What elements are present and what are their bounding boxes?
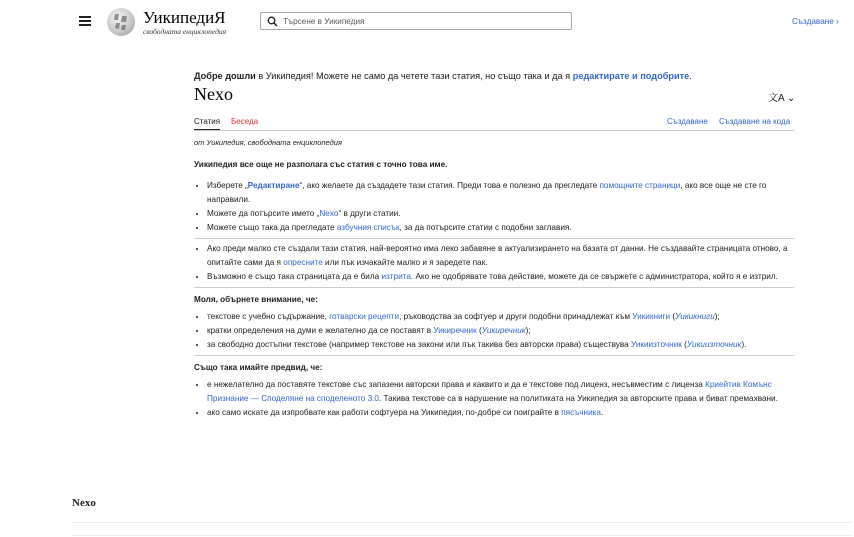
item-text: ). [741,340,747,349]
item-text: ); [714,312,720,321]
divider [194,287,794,288]
page-title: Nexo [194,84,233,104]
item-text: ( [681,340,687,349]
wikibooks-link[interactable]: Уикикниги [632,312,671,321]
search-name-link[interactable]: Nexo [319,209,339,218]
edit-link[interactable]: Редактиране [247,181,300,190]
item-text: Възможно е също така страницата да е била [207,272,382,281]
welcome-end: . [689,71,692,81]
item-text: ( [476,326,482,335]
sandbox-link[interactable]: пясъчника [561,408,601,417]
item-text: Изберете „ [207,181,248,190]
item-text: . Ако не одобрявате това действие, можете да се свържете с администратора, който я е изтрил. [410,272,778,281]
item-text: “, ако желаете да създадете тази статия. Преди това е полезно да прегледате [299,181,600,190]
wikipedia-globe-logo[interactable] [107,8,135,36]
wiktionary-link[interactable]: Уикиречник [433,326,477,335]
item-text: , ръководства за софтуер и други подобни принадлежат към [399,312,633,321]
alphabetical-list-link[interactable]: азбучния списък [336,223,400,232]
notice-list-1 [194,179,794,288]
recipes-link[interactable]: готварски рецепти [329,312,400,321]
wikisource-italic-link[interactable]: Уикиизточник [686,340,742,349]
list-item [207,338,794,352]
list-item [207,324,794,338]
purge-link[interactable]: опресните [283,258,323,267]
list-item [207,270,794,284]
wiktionary-italic-link[interactable]: Уикиречник [481,326,526,335]
notice-list-3 [194,378,794,420]
list-item [207,221,794,235]
divider [194,355,794,356]
edit-improve-link[interactable]: редактирате и подобрите [572,71,690,81]
search-icon [267,16,278,27]
item-text: . Такива текстове са в нарушение на политиката на Уикипедия за авторските права и биват премахвани. [378,394,778,403]
help-pages-link[interactable]: помощните страници [599,181,681,190]
item-text: Можете също така да прегледате [207,223,337,232]
notice-heading-2: Моля, обърнете внимание, че: [194,295,318,304]
wikibooks-italic-link[interactable]: Уикикниги [675,312,715,321]
item-text: за свободно достъпни текстове (например текстове на закони или пък такива без авторски права) съществува [207,340,631,349]
welcome-bold: Добре дошли [194,71,256,81]
tab-talk[interactable]: Беседа [231,117,259,126]
create-account-link[interactable]: Създаване › [792,17,839,26]
tab-create[interactable]: Създаване [667,117,708,126]
item-text: ); [525,326,531,335]
footer-title: Nexo [72,497,96,509]
notice-list-2 [194,310,794,356]
notice-heading-3: Също така имайте предвид, че: [194,363,323,372]
item-text: “ в други статии. [338,209,401,218]
logo-tagline: свободната енциклопедия [143,27,227,36]
welcome-banner [194,71,794,81]
globe-icon [107,8,135,36]
list-item [207,378,794,406]
wikisource-link[interactable]: Уикиизточник [630,340,682,349]
item-text: кратки определения на думи е желателно да се поставят в [207,326,434,335]
item-text: , за да потърсите статии с подобни заглавия. [399,223,572,232]
tab-article[interactable]: Статия [194,117,220,130]
list-item [207,242,794,270]
tabs-divider [194,130,794,131]
no-article-notice [194,160,794,420]
item-text: . [600,408,604,417]
language-button[interactable]: 文A ⌄ [768,93,796,104]
list-item [207,207,794,221]
item-text: или пък изчакайте малко и я заредете пак. [322,258,488,267]
notice-heading: Уикипедия все още не разполага със статия с точно това име. [194,160,448,169]
from-wikipedia-text: от Уикипедия, свободната енциклопедия [194,138,342,147]
search-box[interactable] [260,12,572,30]
item-text: Можете да потърсите името „ [207,209,320,218]
list-item [207,179,794,207]
tab-create-source[interactable]: Създаване на кода [719,117,791,126]
item-text: ако само искате да изпробвате как работи софтуера на Уикипедия, по-добре си поиграйте в [207,408,562,417]
divider [194,238,794,239]
logo-wordmark[interactable]: УикипедиЯ [143,8,226,27]
cc-license-link[interactable]: Криейтив Комънс Признание — Споделяне на споделеното 3.0 [207,380,772,403]
list-item [207,406,794,420]
item-text: текстове с учебно съдържание, [207,312,330,321]
list-item [207,310,794,324]
item-text: , ако все още не сте го направили. [207,181,767,204]
item-text: е нежелателно да поставяте текстове със запазени авторски права и каквито и да е текстове под лиценз, несъвместим с лиценза [207,380,706,389]
item-text: ( [670,312,676,321]
deleted-link[interactable]: изтрита [381,272,411,281]
welcome-text: в Уикипедия! Можете не само да четете тази статия, но също така и да я [255,71,573,81]
hamburger-icon[interactable] [79,16,91,26]
search-input[interactable] [283,14,563,28]
item-text: Ако преди малко сте създали тази статия, най-вероятно има леко забавяне в актуализирането на базата от данни. Не създавайте страницата отново, а опитайте сами да я [207,244,788,267]
footer-divider [72,535,852,536]
footer-divider [72,522,852,523]
